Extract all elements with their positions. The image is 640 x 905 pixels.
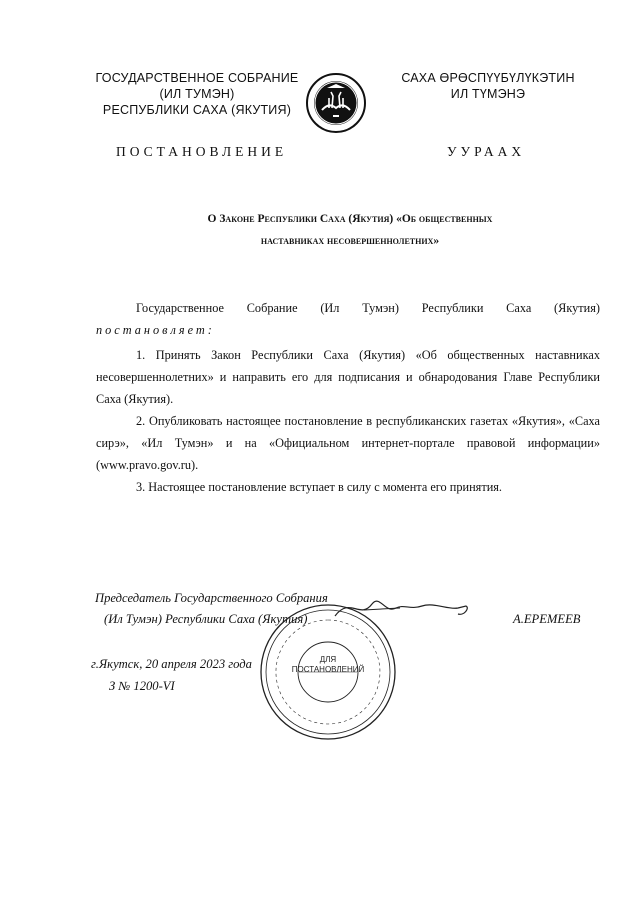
header-left bbox=[88, 70, 306, 118]
preamble-word: Республики bbox=[421, 301, 484, 315]
signer-position-line2: (Ил Тумэн) Республики Саха (Якутия) bbox=[104, 612, 308, 626]
signer-name: А.ЕРЕМЕЕВ bbox=[513, 612, 581, 626]
title-line1: О Законе Республики Саха (Якутия) «Об общественных bbox=[207, 213, 493, 225]
list-item: 2. Опубликовать настоящее постановление в республиканских газетах «Якутия», «Саха сирэ», «Ил Тумэн» и на «Официальном интернет-портале правовой информации» (www.pravo.gov.ru). bbox=[96, 414, 600, 472]
list-item: 3. Настоящее постановление вступает в силу с момента его принятия. bbox=[136, 480, 503, 494]
resolves-text: постановляет: bbox=[96, 323, 215, 337]
stamp-center bbox=[258, 655, 398, 675]
items-list bbox=[96, 344, 600, 498]
preamble-word: (Ил bbox=[320, 301, 340, 315]
stamp-line2: ПОСТАНОВЛЕНИЙ bbox=[291, 665, 365, 674]
header-left-line1: ГОСУДАРСТВЕННОЕ СОБРАНИЕ bbox=[95, 71, 299, 85]
place-date: г.Якутск, 20 апреля 2023 года bbox=[91, 657, 252, 671]
emblem-icon bbox=[305, 72, 367, 134]
header-left-line2: (ИЛ ТУМЭН) bbox=[159, 87, 235, 101]
preamble-word: Государственное bbox=[136, 301, 224, 315]
preamble-word: Саха bbox=[506, 301, 532, 315]
header-right-line2: ИЛ ТҮМЭНЭ bbox=[450, 87, 526, 101]
preamble-line bbox=[96, 297, 600, 319]
list-item: 1. Принять Закон Республики Саха (Якутия) «Об общественных наставниках несовершеннолетних» и направить его для подписания и обнародования Главе Республики Саха (Якутия). bbox=[96, 348, 600, 406]
doc-kind-ru: ПОСТАНОВЛЕНИЕ bbox=[116, 144, 288, 159]
document-title bbox=[120, 208, 580, 252]
document-number: З № 1200-VI bbox=[109, 679, 175, 693]
preamble-word: Тумэн) bbox=[362, 301, 399, 315]
title-line2: наставниках несовершеннолетних» bbox=[260, 235, 440, 247]
preamble-word: Собрание bbox=[246, 301, 298, 315]
preamble bbox=[96, 297, 600, 341]
doc-kind-sakha: УУРААХ bbox=[447, 144, 526, 159]
header-left-line3: РЕСПУБЛИКИ САХА (ЯКУТИЯ) bbox=[102, 103, 292, 117]
signer-position-line1: Председатель Государственного Собрания bbox=[95, 591, 328, 605]
preamble-word: (Якутия) bbox=[554, 301, 600, 315]
header-right-line1: САХА ӨРӨСПҮҮБҮЛҮКЭТИН bbox=[401, 71, 575, 85]
stamp-line1: ДЛЯ bbox=[319, 655, 337, 664]
header-right bbox=[388, 70, 588, 102]
